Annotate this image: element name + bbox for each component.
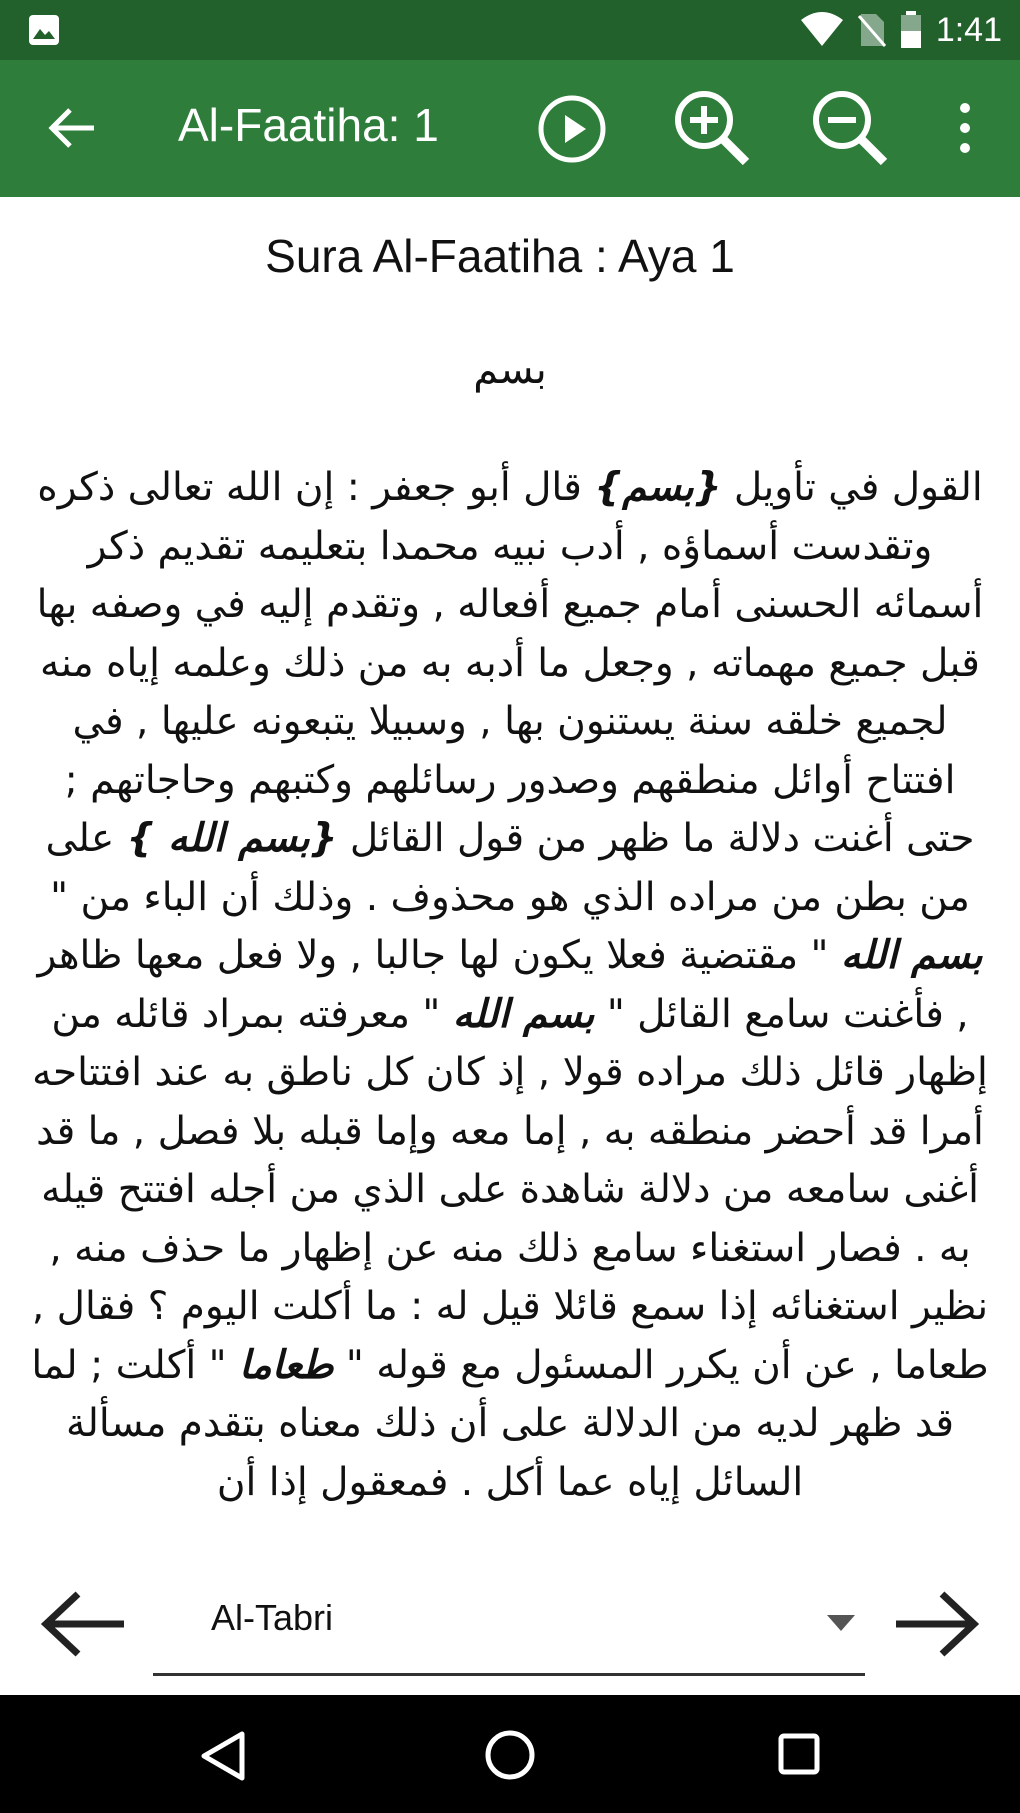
current-word: بسم (473, 347, 547, 393)
battery-icon (900, 11, 922, 49)
tafsir-content[interactable] (0, 197, 1020, 1555)
tafsir-segment: قال أبو جعفر : إن الله تعالى ذكره وتقدست أسماؤه , أدب نبيه محمدا بتعليمه تقديم ذكر أسمائه الحسنى أمام جميع أفعاله , وتقدم إليه في وصفه بها قبل جميع مهماته , وجعل ما أدبه به من ذلك وعلمه إياه منه لجميع خلقه سنة يستنون بها , وسبيلا يتبعونه عليها , في افتتاح أوائل منطقهم وصدور رسائلهم وكتبهم وحاجاتهم ; حتى أغنت دلالة ما ظهر من قول القائل (36, 465, 984, 861)
back-arrow-icon[interactable] (44, 100, 100, 156)
tafsir-selector[interactable] (153, 1575, 865, 1676)
tafsir-bold-segment: {بسم الله } (126, 816, 338, 861)
tafsir-bold-segment: {بسم} (594, 465, 722, 510)
app-bar (0, 60, 1020, 197)
bottom-bar (0, 1555, 1020, 1695)
no-sim-icon (858, 12, 886, 48)
nav-back-icon[interactable] (200, 1731, 246, 1781)
tafsir-segment: " معرفته بمراد قائله من إظهار قائل ذلك مراده قولا , إذ كان كل ناطق به عند افتتاحه أمرا قد أحضر منطقه به , إما معه وإما قبله بلا فصل , ما قد أغنى سامعه من دلالة شاهدة على الذي من أجله افتتح قيله به . فصار استغناء سامع ذلك منه عن إظهار ما حذف منه , نظير استغنائه إذا سمع قائلا قيل له : ما أكلت اليوم ؟ فقال , طعاما , عن أن يكرر المسئول مع قوله " (31, 991, 989, 1388)
status-icons (800, 0, 1002, 60)
wifi-icon (800, 12, 844, 48)
chevron-down-icon (827, 1615, 855, 1631)
tafsir-segment: القول في تأويل (721, 465, 983, 510)
tafsir-segment: على من بطن من مراده الذي هو محذوف . وذلك أن الباء من " (45, 816, 970, 920)
zoom-out-icon[interactable] (808, 86, 892, 170)
system-nav-bar (0, 1695, 1020, 1813)
image-notification-icon (28, 14, 60, 46)
zoom-in-icon[interactable] (670, 86, 754, 170)
tafsir-segment: " مقتضية فعلا يكون لها جالبا , ولا فعل معها ظاهر , فأغنت سامع القائل " (37, 933, 969, 1037)
tafsir-bold-segment: بسم الله (452, 991, 595, 1037)
status-time: 1:41 (935, 10, 1002, 49)
tafsir-bold-segment: طعاما (238, 1342, 334, 1388)
more-vert-icon[interactable] (950, 100, 980, 156)
arrow-left-icon[interactable] (40, 1589, 128, 1659)
sura-aya-header: Sura Al-Faatiha : Aya 1 (265, 230, 735, 282)
nav-recents-icon[interactable] (778, 1733, 820, 1775)
tafsir-bold-segment: بسم الله (840, 933, 983, 978)
status-bar (0, 0, 1020, 60)
nav-home-icon[interactable] (484, 1729, 536, 1781)
tafsir-selector-value: Al-Tabri (211, 1597, 334, 1638)
arrow-right-icon[interactable] (892, 1589, 980, 1659)
page-title: Al-Faatiha: 1 (178, 99, 439, 151)
tafsir-text (28, 459, 992, 1512)
tafsir-segment: " أكلت ; لما قد ظهر لديه من الدلالة على أن ذلك معناه بتقدم مسألة السائل إياه عما أكل . فمعقول إذا أن (31, 1342, 954, 1505)
play-icon[interactable] (536, 93, 608, 165)
